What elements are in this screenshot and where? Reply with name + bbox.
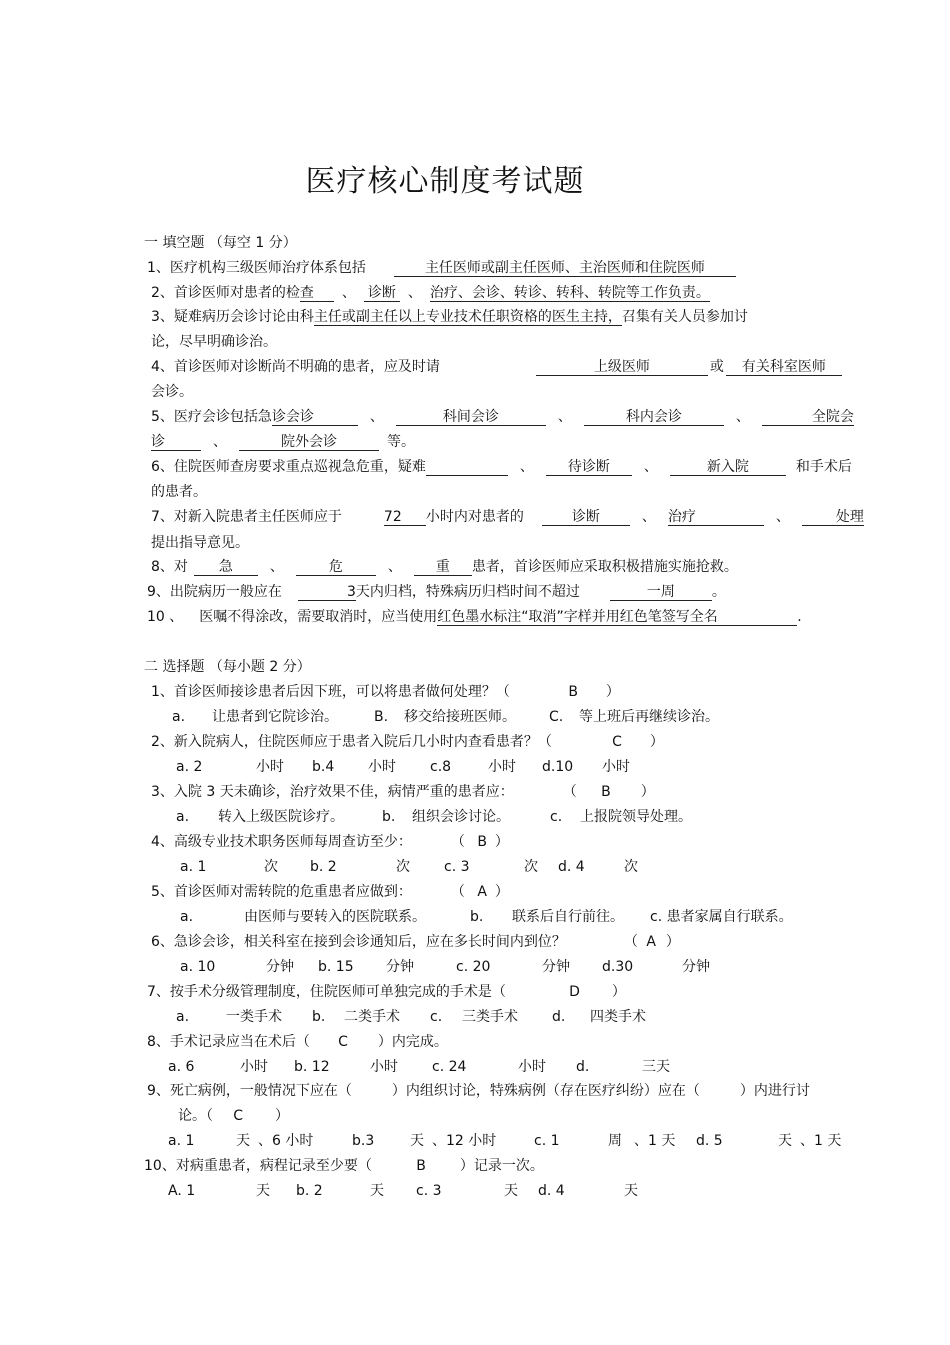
choice-question-10 bbox=[144, 1157, 544, 1175]
option-label: a. 2 bbox=[176, 759, 203, 775]
answer-blank: 3 bbox=[298, 584, 356, 601]
answer: C bbox=[233, 1108, 243, 1124]
q-text: （ bbox=[623, 934, 638, 950]
answer-blank: 上级医师 bbox=[536, 359, 708, 376]
answer-blank: 诊断 bbox=[542, 509, 630, 526]
question-1-8 bbox=[151, 558, 738, 576]
option-text: 分钟 bbox=[386, 959, 414, 975]
page-title: 医疗核心制度考试题 bbox=[305, 164, 585, 199]
answer: D bbox=[569, 984, 580, 1000]
option-label: c. 1 bbox=[534, 1133, 560, 1149]
q-text: ）内组织讨论，特殊病例（存在医疗纠纷）应在（ bbox=[391, 1083, 700, 1099]
question-1-5 bbox=[151, 408, 854, 426]
option-label: a. bbox=[180, 909, 194, 925]
choice-options-1 bbox=[172, 708, 719, 726]
option-label: c. 20 bbox=[456, 959, 491, 975]
q-text: 入院 3 天未确诊，治疗效果不佳，病情严重的患者应： bbox=[173, 784, 514, 800]
option-label: a. 1 bbox=[180, 859, 207, 875]
option-label: a. 10 bbox=[180, 959, 216, 975]
answer: C bbox=[338, 1034, 348, 1050]
q-text: ） bbox=[640, 784, 655, 800]
answer-blank: 红色墨水标注“取消”字样并用红色笔签写全名 bbox=[437, 609, 797, 626]
option-label: d. 5 bbox=[696, 1133, 723, 1149]
option-text: 次 bbox=[264, 859, 278, 875]
answer: A bbox=[477, 884, 487, 900]
option-text: 天 bbox=[236, 1133, 250, 1149]
option-label: c. 3 bbox=[416, 1183, 442, 1199]
option-label: b. bbox=[470, 909, 484, 925]
option-text: 由医师与要转入的医院联系。 bbox=[244, 909, 426, 925]
q-number: 4、 bbox=[151, 834, 174, 850]
choice-options-5 bbox=[180, 908, 793, 926]
option-text: 小时 bbox=[602, 759, 630, 775]
q-text: 对新入院患者主任医师应于 bbox=[173, 509, 342, 525]
q-text: 死亡病例，一般情况下应在（ bbox=[169, 1083, 352, 1099]
choice-options-4 bbox=[180, 858, 638, 876]
q-text: 首诊医师对患者的检 bbox=[173, 285, 300, 301]
option-label: b. 2 bbox=[310, 859, 337, 875]
q-text: 论。（ bbox=[178, 1108, 213, 1124]
choice-question-5 bbox=[151, 883, 509, 901]
q-number: 8、 bbox=[147, 1034, 170, 1050]
question-1-4 bbox=[151, 358, 842, 376]
q-number: 6、 bbox=[151, 934, 174, 950]
q-text: 天内归档，特殊病历归档时间不超过 bbox=[355, 584, 580, 600]
question-1-3 bbox=[151, 308, 748, 326]
answer-blank: 诊 bbox=[151, 434, 201, 451]
answer-blank: 一周 bbox=[610, 584, 712, 601]
separator: 、 bbox=[269, 559, 284, 575]
choice-question-7 bbox=[147, 983, 626, 1001]
answer: C bbox=[612, 734, 622, 750]
question-1-6 bbox=[151, 458, 852, 476]
answer: B bbox=[601, 784, 611, 800]
answer-blank: 危 bbox=[296, 559, 376, 576]
option-label: b. bbox=[312, 1009, 326, 1025]
question-1-10 bbox=[147, 608, 802, 626]
choice-question-1 bbox=[151, 683, 620, 701]
option-text: 天 bbox=[256, 1183, 270, 1199]
question-1-7 bbox=[151, 508, 864, 526]
separator: 、 bbox=[557, 409, 572, 425]
option-label: a. 1 bbox=[168, 1133, 195, 1149]
q-text: （ bbox=[457, 884, 465, 900]
option-text: 天 bbox=[370, 1183, 384, 1199]
q-text: （ bbox=[457, 834, 465, 850]
q-number: 2、 bbox=[151, 734, 174, 750]
question-1-6-cont: 的患者。 bbox=[151, 484, 207, 500]
answer-blank: 急 bbox=[194, 559, 258, 576]
q-number: 9、 bbox=[147, 1083, 170, 1099]
answer-blank: 主任或副主任以上专业技术任职资格的医生主持， bbox=[313, 309, 622, 325]
option-label: A. 1 bbox=[168, 1183, 196, 1199]
option-text: 、1 天 bbox=[800, 1133, 842, 1149]
answer: B bbox=[416, 1158, 426, 1174]
question-1-7-cont: 提出指导意见。 bbox=[151, 535, 249, 551]
q-text: 新入院病人，住院医师应于患者入院后几小时内查看患者？（ bbox=[173, 734, 552, 750]
option-label: c. bbox=[430, 1009, 443, 1025]
answer-blank: 诊会诊 bbox=[272, 409, 358, 426]
choice-question-6 bbox=[151, 933, 680, 951]
choice-question-2 bbox=[151, 733, 664, 751]
option-label: b. 15 bbox=[318, 959, 354, 975]
option-text: 转入上级医院诊疗。 bbox=[218, 809, 344, 825]
option-text: 次 bbox=[524, 859, 538, 875]
option-text: 、6 小时 bbox=[258, 1133, 314, 1149]
q-text: . bbox=[797, 609, 802, 625]
q-text: ） bbox=[611, 984, 626, 1000]
option-text: 小时 bbox=[256, 759, 284, 775]
option-text: 三类手术 bbox=[462, 1009, 518, 1025]
option-label: b.3 bbox=[352, 1133, 375, 1149]
separator: 、 bbox=[775, 509, 790, 525]
answer-blank: 院外会诊 bbox=[239, 434, 379, 451]
q-text: 出院病历一般应在 bbox=[169, 584, 282, 600]
answer-blank: 查 bbox=[300, 285, 334, 302]
option-label: C. bbox=[549, 709, 564, 725]
answer: B bbox=[568, 684, 578, 700]
q-text: ） bbox=[665, 934, 680, 950]
choice-options-10 bbox=[168, 1182, 638, 1200]
section-heading-fill-in: 一 填空题 （每空 1 分） bbox=[144, 235, 297, 251]
question-1-5-cont bbox=[151, 433, 415, 451]
q-text: 对病重患者，病程记录至少要（ bbox=[175, 1158, 372, 1174]
answer-blank: 全院会 bbox=[762, 409, 854, 426]
q-text: 手术记录应当在术后（ bbox=[169, 1034, 310, 1050]
option-text: 、1 天 bbox=[634, 1133, 676, 1149]
q-number: 3、 bbox=[151, 784, 174, 800]
option-text: 分钟 bbox=[542, 959, 570, 975]
separator: 、 bbox=[213, 434, 227, 450]
answer-blank: 科内会诊 bbox=[584, 409, 724, 426]
option-label: a. bbox=[176, 809, 190, 825]
q-text: 住院医师查房要求重点巡视急危重，疑难 bbox=[173, 459, 426, 475]
q-number: 7、 bbox=[151, 509, 174, 525]
choice-options-8 bbox=[168, 1058, 670, 1076]
q-text: 医疗会诊包括急 bbox=[173, 409, 272, 425]
option-text: 让患者到它院诊治。 bbox=[212, 709, 338, 725]
option-text: 小时 bbox=[370, 1059, 398, 1075]
choice-options-6 bbox=[180, 958, 710, 976]
q-number: 1、 bbox=[151, 684, 174, 700]
option-label: d.10 bbox=[542, 759, 574, 775]
q-text: 等。 bbox=[387, 434, 415, 450]
q-number: 5、 bbox=[151, 884, 174, 900]
answer-blank: 72 bbox=[384, 509, 426, 526]
option-text: c. 患者家属自行联系。 bbox=[650, 909, 793, 925]
question-1-1 bbox=[147, 259, 736, 277]
option-label: B. bbox=[374, 709, 389, 725]
option-text: 小时 bbox=[368, 759, 396, 775]
q-text: 、 bbox=[407, 285, 422, 301]
option-label: a. 6 bbox=[168, 1059, 195, 1075]
option-label: d. 4 bbox=[558, 859, 585, 875]
answer-blank: 处理 bbox=[802, 509, 864, 526]
answer-blank bbox=[426, 459, 508, 476]
option-label: c. 3 bbox=[444, 859, 470, 875]
option-label: c.8 bbox=[430, 759, 452, 775]
q-text: 高级专业技术职务医师每周查访至少： bbox=[173, 834, 412, 850]
answer-blank: 有关科室医师 bbox=[726, 359, 842, 376]
q-text: 按手术分级管理制度，住院医师可单独完成的手术是（ bbox=[169, 984, 506, 1000]
choice-question-8 bbox=[147, 1033, 448, 1051]
choice-question-4 bbox=[151, 833, 509, 851]
option-text: 移交给接班医师。 bbox=[404, 709, 516, 725]
q-text: ） bbox=[494, 834, 509, 850]
q-text: ） bbox=[494, 884, 509, 900]
q-text: 对 bbox=[173, 559, 188, 575]
q-number: 8、 bbox=[151, 559, 174, 575]
q-number: 1、 bbox=[147, 260, 170, 276]
answer-blank: 重 bbox=[414, 559, 472, 576]
option-label: c. bbox=[550, 809, 563, 825]
option-label: b.4 bbox=[312, 759, 335, 775]
separator: 、 bbox=[369, 409, 384, 425]
option-text: 一类手术 bbox=[226, 1009, 282, 1025]
q-text: 患者，首诊医师应采取积极措施实施抢救。 bbox=[471, 559, 738, 575]
option-text: 三天 bbox=[642, 1059, 670, 1075]
option-label: c. 24 bbox=[432, 1059, 467, 1075]
q-number: 6、 bbox=[151, 459, 174, 475]
q-text: 首诊医师对需转院的危重患者应做到： bbox=[173, 884, 412, 900]
answer-blank: 治疗 bbox=[668, 509, 764, 526]
q-text: ） bbox=[605, 684, 620, 700]
option-text: 天 bbox=[410, 1133, 424, 1149]
question-1-2 bbox=[151, 284, 710, 302]
q-text: 疑难病历会诊讨论由科 bbox=[173, 309, 314, 325]
option-text: 次 bbox=[624, 859, 638, 875]
option-text: 分钟 bbox=[266, 959, 294, 975]
q-number: 9、 bbox=[147, 584, 170, 600]
option-label: b. 2 bbox=[296, 1183, 323, 1199]
option-label: a. bbox=[176, 1009, 190, 1025]
section-heading-choice: 二 选择题 （每小题 2 分） bbox=[144, 659, 311, 675]
separator: 、 bbox=[641, 509, 656, 525]
separator: 、 bbox=[387, 559, 402, 575]
q-text: 召集有关人员参加讨 bbox=[621, 309, 748, 325]
option-label: d. bbox=[552, 1009, 566, 1025]
option-label: b. bbox=[382, 809, 396, 825]
q-number: 2、 bbox=[151, 285, 174, 301]
q-text: 小时内对患者的 bbox=[425, 509, 524, 525]
q-text: 首诊医师接诊患者后因下班，可以将患者做何处理？（ bbox=[173, 684, 510, 700]
option-text: 小时 bbox=[518, 1059, 546, 1075]
choice-options-3 bbox=[176, 808, 692, 826]
choice-question-9 bbox=[147, 1082, 810, 1100]
option-text: 小时 bbox=[488, 759, 516, 775]
question-1-9 bbox=[147, 583, 726, 601]
answer-blank: 主任医师或副主任医师、主治医师和住院医师 bbox=[394, 260, 736, 277]
option-text: 分钟 bbox=[682, 959, 710, 975]
q-text: 医嘱不得涂改，需要取消时，应当使用 bbox=[199, 609, 438, 625]
q-number: 10 、 bbox=[147, 609, 184, 625]
q-text: 。 bbox=[711, 584, 726, 600]
question-1-4-cont: 会诊。 bbox=[151, 384, 193, 400]
q-text: ）内完成。 bbox=[377, 1034, 448, 1050]
q-text: 、 bbox=[341, 285, 356, 301]
q-text: ）内进行讨 bbox=[739, 1083, 810, 1099]
option-text: 小时 bbox=[240, 1059, 268, 1075]
q-text: 医疗机构三级医师治疗体系包括 bbox=[169, 260, 366, 276]
q-text: ） bbox=[275, 1108, 289, 1124]
q-text: ）记录一次。 bbox=[459, 1158, 544, 1174]
choice-question-3 bbox=[151, 783, 655, 801]
q-text: 或 bbox=[709, 359, 724, 375]
option-text: 周 bbox=[608, 1133, 622, 1149]
answer: B bbox=[477, 834, 487, 850]
choice-options-2 bbox=[176, 758, 630, 776]
option-text: 天 bbox=[504, 1183, 518, 1199]
question-1-3-cont: 论，尽早明确诊治。 bbox=[151, 334, 277, 350]
answer-blank: 新入院 bbox=[670, 459, 786, 476]
option-label: d. 4 bbox=[538, 1183, 565, 1199]
q-number: 3、 bbox=[151, 309, 174, 325]
option-text: 上报院领导处理。 bbox=[580, 809, 692, 825]
choice-options-7 bbox=[176, 1008, 646, 1026]
answer-blank: 诊断 bbox=[364, 285, 400, 302]
q-text: 首诊医师对诊断尚不明确的患者，应及时请 bbox=[173, 359, 440, 375]
option-label: a. bbox=[172, 709, 186, 725]
option-text: 四类手术 bbox=[590, 1009, 646, 1025]
q-number: 10、 bbox=[144, 1158, 176, 1174]
q-number: 7、 bbox=[147, 984, 170, 1000]
q-text: （ bbox=[569, 784, 577, 800]
choice-options-9 bbox=[168, 1132, 841, 1150]
option-text: 天 bbox=[624, 1183, 638, 1199]
separator: 、 bbox=[735, 409, 750, 425]
q-text: 和手术后 bbox=[795, 459, 852, 475]
option-text: 联系后自行前往。 bbox=[512, 909, 624, 925]
option-label: d. bbox=[576, 1059, 590, 1075]
option-text: 天 bbox=[778, 1133, 792, 1149]
option-text: 次 bbox=[396, 859, 410, 875]
answer: A bbox=[646, 934, 656, 950]
q-text: 急诊会诊，相关科室在接到会诊通知后，应在多长时间内到位？ bbox=[173, 934, 566, 950]
answer-blank: 科间会诊 bbox=[396, 409, 546, 426]
option-text: 组织会诊讨论。 bbox=[412, 809, 510, 825]
option-text: 等上班后再继续诊治。 bbox=[579, 709, 719, 725]
choice-question-9-cont bbox=[178, 1107, 289, 1125]
q-number: 5、 bbox=[151, 409, 174, 425]
answer-blank: 治疗、会诊、转诊、转科、转院等工作负责。 bbox=[429, 285, 710, 301]
q-number: 4、 bbox=[151, 359, 174, 375]
option-text: 二类手术 bbox=[344, 1009, 400, 1025]
q-text: ） bbox=[649, 734, 664, 750]
separator: 、 bbox=[643, 459, 658, 475]
option-label: b. 12 bbox=[294, 1059, 330, 1075]
answer-blank: 待诊断 bbox=[546, 459, 632, 476]
separator: 、 bbox=[519, 459, 534, 475]
option-label: d.30 bbox=[602, 959, 634, 975]
option-text: 、12 小时 bbox=[432, 1133, 497, 1149]
